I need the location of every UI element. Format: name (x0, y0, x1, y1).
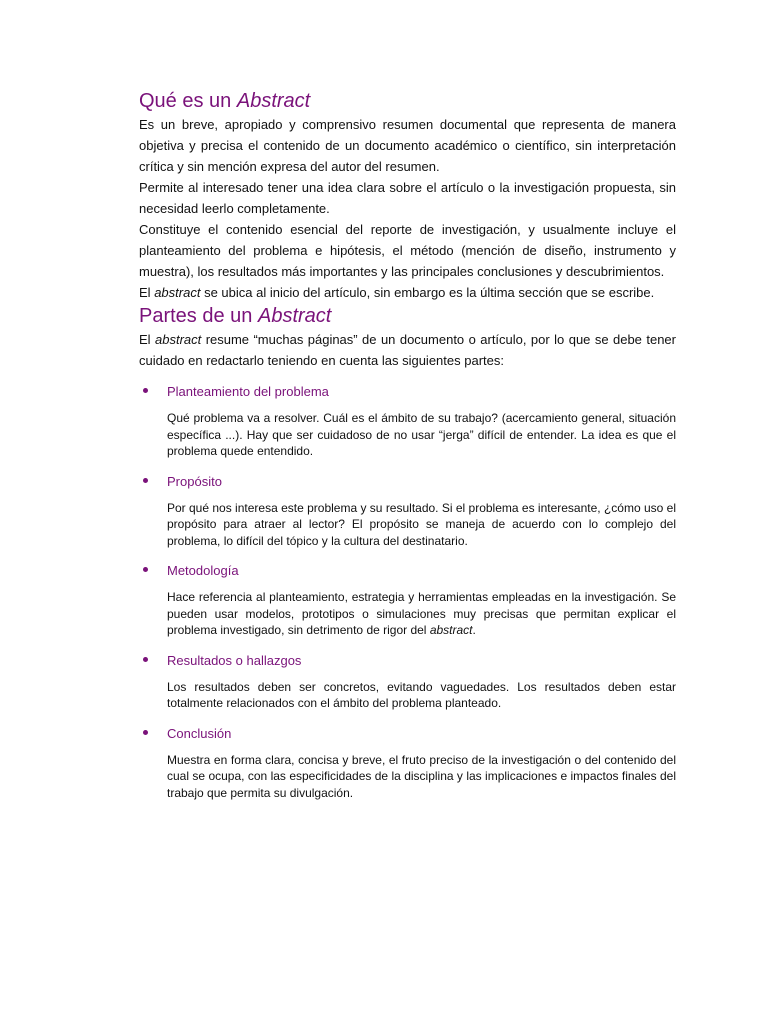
title-lead: Partes de un (139, 305, 253, 327)
list-item (139, 473, 676, 550)
list-item (139, 725, 676, 802)
body-tail: . (472, 623, 476, 637)
paragraph-purpose: Permite al interesado tener una idea clara sobre el artículo o la investigación propuesta, sin necesidad leerlo completamente. (139, 180, 676, 216)
intro-lead: El (139, 332, 151, 347)
body-italic: abstract (429, 623, 473, 637)
title-italic: Abstract (257, 305, 332, 327)
bullet-dot-icon (143, 657, 148, 662)
paragraph-content: Constituye el contenido esencial del reporte de investigación, y usualmente incluye el planteamiento del problema e hipótesis, el método (mención de diseño, instrumento y muestra), los resultados más importantes y las principales conclusiones y descubrimientos. (139, 222, 676, 279)
bullet-dot-icon (143, 567, 148, 572)
part-body (167, 589, 676, 639)
intro-italic: abstract (155, 332, 202, 347)
body-lead: Hace referencia al planteamiento, estrategia y herramientas empleadas en la investigación. Se pueden usar modelos, prototipos o simulaciones muy precisas que permitan explicar el problema investigado, sin detrimento de rigor del (167, 590, 676, 637)
part-body: Qué problema va a resolver. Cuál es el ámbito de su trabajo? (acercamiento general, situación específica ...). Hay que ser cuidadoso de no usar “jerga” difícil de entender. La idea es que el problema quede entendido. (167, 411, 676, 458)
part-body: Los resultados deben ser concretos, evitando vaguedades. Los resultados deben estar totalmente relacionados con el ámbito del problema planteado. (167, 679, 676, 710)
paragraph-location (139, 282, 676, 303)
parts-list (139, 383, 676, 801)
title-italic: Abstract (236, 90, 311, 112)
bullet-dot-icon (143, 478, 148, 483)
paragraph-intro (139, 329, 676, 371)
bullet-dot-icon (143, 730, 148, 735)
part-title: Conclusión (167, 725, 232, 741)
bullet-dot-icon (143, 388, 148, 393)
part-title: Planteamiento del problema (167, 384, 329, 399)
intro-rest: resume “muchas páginas” de un documento o artículo, por lo que se debe tener cuidado en redactarlo teniendo en cuenta las siguientes partes: (139, 332, 676, 368)
part-body: Muestra en forma clara, concisa y breve, el fruto preciso de la investigación o del contenido del cual se ocupa, con las especificidades de la disciplina y las implicaciones e impactos finales del trabajo que permita su divulgación. (167, 752, 676, 800)
title-lead: Qué es un (139, 90, 232, 112)
section-title-que-es (139, 88, 676, 114)
section-title-partes (139, 303, 676, 329)
paragraph-definition: Es un breve, apropiado y comprensivo resumen documental que representa de manera objetiva y precisa el contenido de un documento académico o científico, sin interpretación crítica y sin mención expresa del autor del resumen. (139, 117, 676, 174)
p4-lead: El (139, 285, 151, 300)
list-item (139, 652, 676, 712)
p4-rest: se ubica al inicio del artículo, sin embargo es la última sección que se escribe. (204, 285, 655, 300)
list-item (139, 383, 676, 460)
part-title: Metodología (167, 563, 239, 578)
p4-italic: abstract (154, 285, 201, 300)
part-body: Por qué nos interesa este problema y su resultado. Si el problema es interesante, ¿cómo uso el propósito para atraer al lector? El propósito se maneja de acuerdo con lo complejo del problema, lo difícil del tópico y la cultura del destinatario. (167, 500, 676, 548)
document-content (139, 88, 676, 801)
part-title: Propósito (167, 473, 222, 489)
list-item (139, 562, 676, 639)
part-title: Resultados o hallazgos (167, 652, 302, 668)
